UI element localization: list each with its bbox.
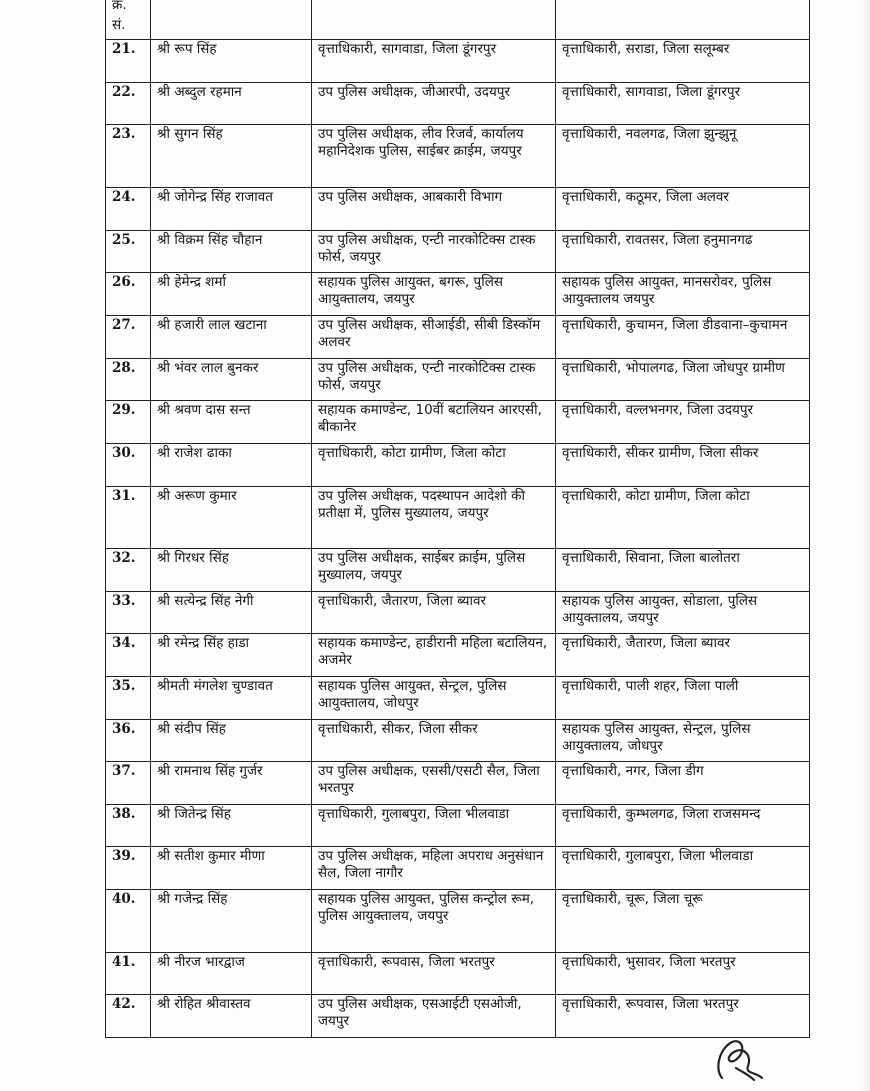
to-cell: वृत्ताधिकारी, चूरू, जिला चूरू <box>556 890 810 953</box>
serial-header-line1: क्र. <box>112 0 127 13</box>
name-cell: श्री जितेन्द्र सिंह <box>151 805 312 847</box>
from-cell: उप पुलिस अधीक्षक, एससी/एसटी सैल, जिला भरतपुर <box>312 762 556 805</box>
table-row <box>106 40 810 83</box>
to-cell: सहायक पुलिस आयुक्त, सोडाला, पुलिस आयुक्तालय, जयपुर <box>556 592 810 634</box>
serial-cell: 29. <box>106 401 151 444</box>
table-row <box>106 677 810 720</box>
name-cell: श्री रमेन्द्र सिंह हाडा <box>151 634 312 677</box>
serial-cell: 23. <box>106 125 151 188</box>
from-cell: वृत्ताधिकारी, सागवाडा, जिला डूंगरपुर <box>312 40 556 83</box>
to-cell: वृत्ताधिकारी, नगर, जिला डीग <box>556 762 810 805</box>
name-cell: श्री संदीप सिंह <box>151 720 312 762</box>
name-cell: श्री अब्दुल रहमान <box>151 83 312 125</box>
from-cell: उप पुलिस अधीक्षक, एन्टी नारकोटिक्स टास्क फोर्स, जयपुर <box>312 359 556 401</box>
to-cell: वृत्ताधिकारी, कठूमर, जिला अलवर <box>556 188 810 231</box>
serial-cell: 36. <box>106 720 151 762</box>
table-row <box>106 444 810 487</box>
table-row <box>106 953 810 995</box>
name-cell: श्री अरूण कुमार <box>151 487 312 549</box>
from-cell: सहायक कमाण्डेन्ट, हाडीरानी महिला बटालियन, अजमेर <box>312 634 556 677</box>
to-header <box>556 0 810 40</box>
name-cell: श्री नीरज भारद्वाज <box>151 953 312 995</box>
to-cell: वृत्ताधिकारी, गुलाबपुरा, जिला भीलवाडा <box>556 847 810 890</box>
from-cell: सहायक पुलिस आयुक्त, पुलिस कन्ट्रोल रूम, पुलिस आयुक्तालय, जयपुर <box>312 890 556 953</box>
page-edge-shadow <box>860 0 870 1091</box>
to-cell: वृत्ताधिकारी, भोपालगढ, जिला जोधपुर ग्रामीण <box>556 359 810 401</box>
from-cell: वृत्ताधिकारी, रूपवास, जिला भरतपुर <box>312 953 556 995</box>
table-row <box>106 805 810 847</box>
serial-cell: 28. <box>106 359 151 401</box>
name-cell: श्री रामनाथ सिंह गुर्जर <box>151 762 312 805</box>
name-cell: श्री विक्रम सिंह चौहान <box>151 231 312 273</box>
to-cell: वृत्ताधिकारी, नवलगढ, जिला झुन्झुनू <box>556 125 810 188</box>
serial-header-line2: सं. <box>112 17 126 33</box>
from-cell: वृत्ताधिकारी, गुलाबपुरा, जिला भीलवाडा <box>312 805 556 847</box>
name-header <box>151 0 312 40</box>
name-cell: श्री हजारी लाल खटाना <box>151 316 312 359</box>
from-cell: उप पुलिस अधीक्षक, साईबर क्राईम, पुलिस मुख्यालय, जयपुर <box>312 549 556 592</box>
from-cell: वृत्ताधिकारी, कोटा ग्रामीण, जिला कोटा <box>312 444 556 487</box>
name-cell: श्री जोगेन्द्र सिंह राजावत <box>151 188 312 231</box>
serial-cell: 38. <box>106 805 151 847</box>
from-cell: उप पुलिस अधीक्षक, एसआईटी एसओजी, जयपुर <box>312 995 556 1038</box>
table-row <box>106 995 810 1038</box>
to-cell: वृत्ताधिकारी, सराडा, जिला सलूम्बर <box>556 40 810 83</box>
table-row <box>106 83 810 125</box>
to-cell: वृत्ताधिकारी, पाली शहर, जिला पाली <box>556 677 810 720</box>
serial-cell: 31. <box>106 487 151 549</box>
signature-mark <box>712 1028 772 1086</box>
to-cell: वृत्ताधिकारी, सिवाना, जिला बालोतरा <box>556 549 810 592</box>
table-row <box>106 487 810 549</box>
serial-cell: 37. <box>106 762 151 805</box>
table-row <box>106 847 810 890</box>
table-row <box>106 890 810 953</box>
from-cell: सहायक पुलिस आयुक्त, बगरू, पुलिस आयुक्तालय, जयपुर <box>312 273 556 316</box>
from-cell: उप पुलिस अधीक्षक, महिला अपराध अनुसंधान सैल, जिला नागौर <box>312 847 556 890</box>
name-cell: श्री भंवर लाल बुनकर <box>151 359 312 401</box>
table-row <box>106 401 810 444</box>
name-cell: श्रीमती मंगलेश चुण्डावत <box>151 677 312 720</box>
serial-cell: 24. <box>106 188 151 231</box>
to-cell: वृत्ताधिकारी, कुचामन, जिला डीडवाना–कुचामन <box>556 316 810 359</box>
name-cell: श्री श्रवण दास सन्त <box>151 401 312 444</box>
table-row <box>106 125 810 188</box>
from-cell: उप पुलिस अधीक्षक, पदस्थापन आदेशो की प्रतीक्षा में, पुलिस मुख्यालय, जयपुर <box>312 487 556 549</box>
from-cell: उप पुलिस अधीक्षक, आबकारी विभाग <box>312 188 556 231</box>
table-row <box>106 273 810 316</box>
serial-cell: 21. <box>106 40 151 83</box>
to-cell: वृत्ताधिकारी, सागवाडा, जिला डूंगरपुर <box>556 83 810 125</box>
from-cell: उप पुलिस अधीक्षक, जीआरपी, उदयपुर <box>312 83 556 125</box>
to-cell: वृत्ताधिकारी, भुसावर, जिला भरतपुर <box>556 953 810 995</box>
from-cell: उप पुलिस अधीक्षक, लीव रिजर्व, कार्यालय महानिदेशक पुलिस, साईबर क्राईम, जयपुर <box>312 125 556 188</box>
serial-cell: 41. <box>106 953 151 995</box>
serial-cell: 22. <box>106 83 151 125</box>
table-row <box>106 188 810 231</box>
from-cell: सहायक पुलिस आयुक्त, सेन्ट्रल, पुलिस आयुक्तालय, जोधपुर <box>312 677 556 720</box>
name-cell: श्री राजेश ढाका <box>151 444 312 487</box>
from-cell: सहायक कमाण्डेन्ट, 10वीं बटालियन आरएसी, बीकानेर <box>312 401 556 444</box>
table-row <box>106 634 810 677</box>
table-row <box>106 231 810 273</box>
to-cell: वृत्ताधिकारी, कोटा ग्रामीण, जिला कोटा <box>556 487 810 549</box>
name-cell: श्री सुगन सिंह <box>151 125 312 188</box>
serial-cell: 34. <box>106 634 151 677</box>
table-row <box>106 592 810 634</box>
to-cell: वृत्ताधिकारी, जैतारण, जिला ब्यावर <box>556 634 810 677</box>
serial-cell: 39. <box>106 847 151 890</box>
from-cell: वृत्ताधिकारी, जैतारण, जिला ब्यावर <box>312 592 556 634</box>
name-cell: श्री हेमेन्द्र शर्मा <box>151 273 312 316</box>
serial-cell: 25. <box>106 231 151 273</box>
to-cell: सहायक पुलिस आयुक्त, मानसरोवर, पुलिस आयुक्तालय जयपुर <box>556 273 810 316</box>
transfer-table <box>105 0 810 1038</box>
name-cell: श्री सतीश कुमार मीणा <box>151 847 312 890</box>
table-row <box>106 762 810 805</box>
table-row <box>106 359 810 401</box>
serial-cell: 33. <box>106 592 151 634</box>
to-cell: वृत्ताधिकारी, रावतसर, जिला हनुमानगढ <box>556 231 810 273</box>
serial-cell: 35. <box>106 677 151 720</box>
serial-cell: 40. <box>106 890 151 953</box>
table-row <box>106 720 810 762</box>
name-cell: श्री सत्येन्द्र सिंह नेगी <box>151 592 312 634</box>
from-cell: उप पुलिस अधीक्षक, एन्टी नारकोटिक्स टास्क फोर्स, जयपुर <box>312 231 556 273</box>
serial-cell: 26. <box>106 273 151 316</box>
table-row <box>106 316 810 359</box>
serial-cell: 27. <box>106 316 151 359</box>
serial-cell: 30. <box>106 444 151 487</box>
name-cell: श्री गजेन्द्र सिंह <box>151 890 312 953</box>
from-cell: वृत्ताधिकारी, सीकर, जिला सीकर <box>312 720 556 762</box>
from-header <box>312 0 556 40</box>
to-cell: वृत्ताधिकारी, कुम्भलगढ, जिला राजसमन्द <box>556 805 810 847</box>
name-cell: श्री रूप सिंह <box>151 40 312 83</box>
from-cell: उप पुलिस अधीक्षक, सीआईडी, सीबी डिस्कॉम अलवर <box>312 316 556 359</box>
name-cell: श्री गिरधर सिंह <box>151 549 312 592</box>
table-header-row <box>106 0 810 40</box>
table-row <box>106 549 810 592</box>
to-cell: वृत्ताधिकारी, वल्लभनगर, जिला उदयपुर <box>556 401 810 444</box>
to-cell: वृत्ताधिकारी, सीकर ग्रामीण, जिला सीकर <box>556 444 810 487</box>
serial-cell: 42. <box>106 995 151 1038</box>
serial-header <box>106 0 151 40</box>
to-cell: सहायक पुलिस आयुक्त, सेन्ट्रल, पुलिस आयुक्तालय, जोधपुर <box>556 720 810 762</box>
name-cell: श्री रोहित श्रीवास्तव <box>151 995 312 1038</box>
to-cell: वृत्ताधिकारी, रूपवास, जिला भरतपुर <box>556 995 810 1038</box>
serial-cell: 32. <box>106 549 151 592</box>
